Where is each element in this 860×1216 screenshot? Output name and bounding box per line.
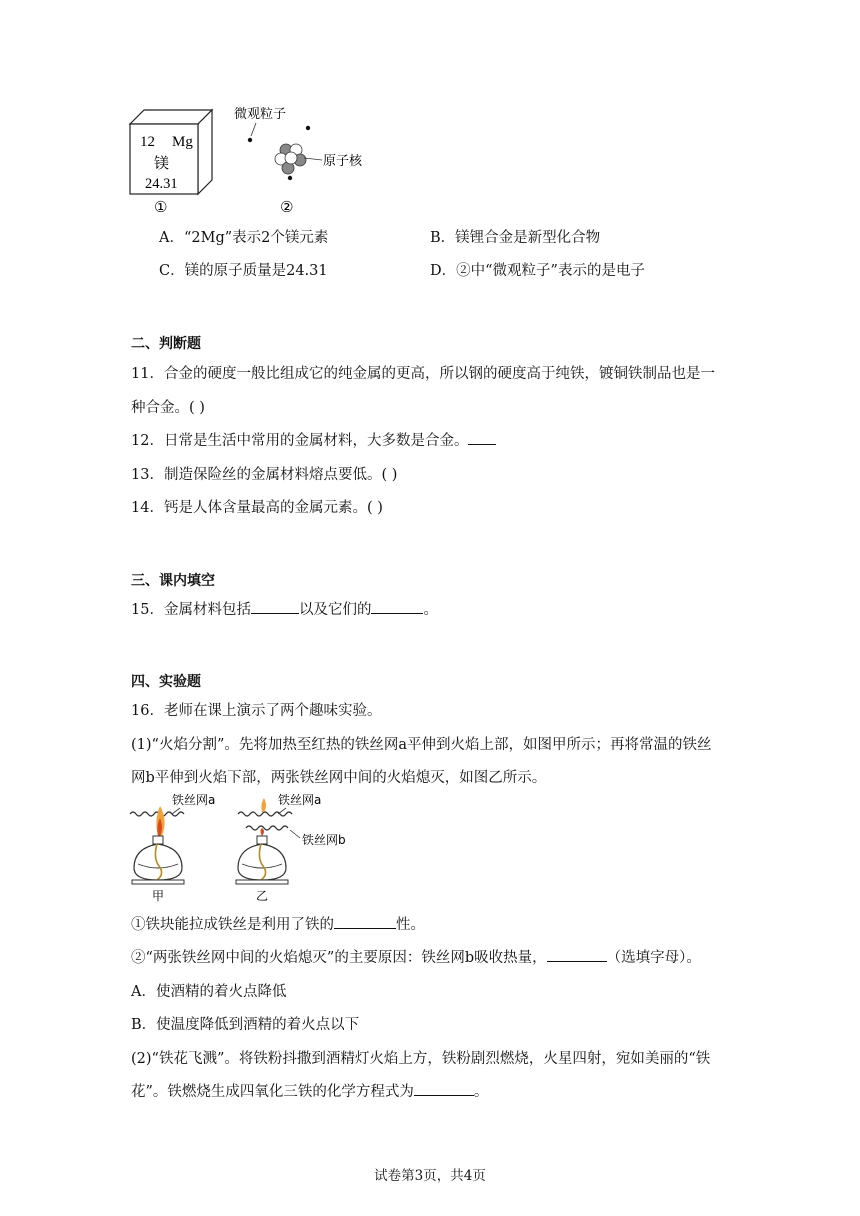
element-name: 镁	[154, 154, 170, 172]
q14: 14．钙是人体含量最高的金属元素。( )	[131, 500, 383, 516]
q13: 13．制造保险丝的金属材料熔点要低。( )	[131, 467, 398, 483]
mesh-a-label-jia: 铁丝网a	[172, 793, 216, 807]
element-symbol: Mg	[172, 134, 193, 150]
q16-p1-line1: (1)“火焰分割”。先将加热至红热的铁丝网a平伸到火焰上部，如图甲所示；再将常温的铁丝	[131, 737, 712, 753]
q16-p1-line2: 网b平伸到火焰下部，两张铁丝网中间的火焰熄灭，如图乙所示。	[131, 770, 547, 786]
sub2-blank	[547, 947, 607, 962]
mesh-a-label-yi: 铁丝网a	[278, 793, 322, 807]
sub1-blank	[334, 914, 396, 929]
label-yi: 乙	[256, 889, 269, 903]
lamp-figure	[128, 790, 368, 906]
mesh-b-label: 铁丝网b	[302, 833, 346, 847]
p2-line2-part1: 花”。铁燃烧生成四氧化三铁的化学方程式为	[131, 1084, 414, 1100]
sub-question-1	[131, 913, 425, 934]
q11-line1: 11．合金的硬度一般比组成它的纯金属的更高，所以钢的硬度高于纯铁，镀铜铁制品也是一	[131, 366, 715, 382]
figure-label-1: ①	[154, 198, 168, 216]
q12-blank	[468, 430, 496, 445]
q15-part3: 。	[423, 602, 438, 618]
sub2-part2: （选填字母）。	[606, 950, 701, 966]
micro-particle-label: 微观粒子	[234, 107, 287, 122]
q16-intro: 16．老师在课上演示了两个趣味实验。	[131, 703, 382, 719]
option-c: C．镁的原子质量是24.31	[159, 263, 328, 279]
option-a: A．“2Mg”表示2个镁元素	[159, 230, 329, 246]
q12-text: 12．日常是生活中常用的金属材料，大多数是合金。	[131, 433, 469, 449]
q12	[131, 429, 496, 450]
sub-question-2	[131, 946, 701, 967]
element-mass: 24.31	[145, 176, 178, 192]
option-b: B．镁锂合金是新型化合物	[430, 230, 601, 246]
figure-label-2: ②	[280, 198, 294, 216]
q11-line2: 种合金。( )	[131, 400, 205, 416]
q15	[131, 598, 438, 619]
label-jia: 甲	[152, 889, 165, 903]
sub2-part1: ②“两张铁丝网中间的火焰熄灭”的主要原因：铁丝网b吸收热量，	[131, 950, 547, 966]
element-figure	[128, 100, 388, 218]
element-number: 12	[140, 134, 155, 150]
sub2-option-b: B．使温度降低到酒精的着火点以下	[131, 1017, 360, 1033]
sub2-option-a: A．使酒精的着火点降低	[131, 984, 287, 1000]
section-2-title: 二、判断题	[131, 336, 201, 352]
p2-blank	[414, 1081, 474, 1096]
sub1-part2: 性。	[396, 917, 425, 933]
q15-part2: 以及它们的	[298, 602, 372, 618]
page-footer: 试卷第3页，共4页	[374, 1168, 486, 1184]
q16-p2-line1: (2)“铁花飞溅”。将铁粉抖撒到酒精灯火焰上方，铁粉剧烈燃烧，火星四射，宛如美丽的“铁	[131, 1051, 711, 1067]
sub1-part1: ①铁块能拉成铁丝是利用了铁的	[131, 917, 334, 933]
nucleus-label: 原子核	[323, 154, 363, 169]
p2-line2-part2: 。	[473, 1084, 489, 1100]
option-d: D．②中“微观粒子”表示的是电子	[430, 263, 645, 279]
q15-blank2	[371, 599, 423, 614]
q15-part1: 15．金属材料包括	[131, 602, 251, 618]
q16-p2-line2	[131, 1080, 488, 1101]
section-3-title: 三、课内填空	[131, 573, 215, 589]
section-4-title: 四、实验题	[131, 674, 201, 690]
q15-blank1	[251, 599, 299, 614]
